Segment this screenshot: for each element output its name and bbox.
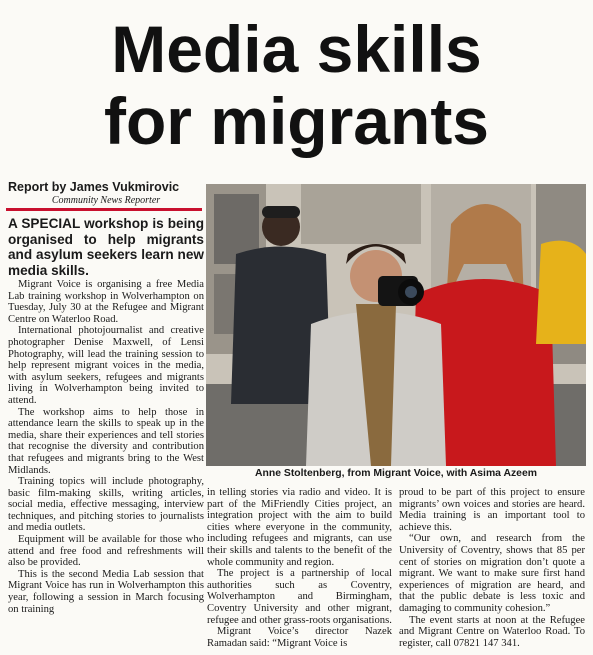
paragraph: The workshop aims to help those in attendance learn the skills to speak up in the media, share their experiences and tell stories that recognise the diversity and contribution that refugees and migrants bring to the West Midlands. [8, 406, 204, 476]
paragraph: Migrant Voice’s director Nazek Ramadan said: “Migrant Voice is [207, 626, 392, 649]
paragraph: International photojournalist and creative photographer Denise Maxwell, of Lensi Photography, will lead the training session to help represent migrant voices in the media, with asylum seekers, refugees and migrants living in Wolverhampton being invited to attend. [8, 325, 204, 406]
byline-author: Report by James Vukmirovic [8, 180, 180, 194]
photo-caption: Anne Stoltenberg, from Migrant Voice, with Asima Azeem [255, 468, 537, 479]
paragraph: in telling stories via radio and video. It is part of the MiFriendly Cities project, an integration project with the aim to build cities where everyone in the community, including refugees and migrants, can use their skills and talents to the benefit of the whole community and region. [207, 487, 392, 568]
paragraph: Training topics will include photography, basic film-making skills, writing articles, social media, effective messaging, interview techniques, and pitching stories to journalists and media outlets. [8, 476, 204, 534]
paragraph: proud to be part of this project to ensure migrants’ own voices and stories are heard. Media training is an important tool to achieve this. [399, 487, 585, 533]
paragraph: The event starts at noon at the Refugee and Migrant Centre on Waterloo Road. To register, call 07821 147 341. [399, 614, 585, 649]
article-column-2 [207, 487, 392, 649]
article-column-3 [399, 487, 585, 649]
headline-line-1: Media skills [111, 12, 482, 86]
article-photo [206, 184, 586, 466]
paragraph: This is the second Media Lab session that Migrant Voice has run in Wolverhampton this year, following a session in March focusing on training [8, 568, 204, 615]
paragraph: Equipment will be available for those who attend and free food and refreshments will also be provided. [8, 534, 204, 569]
photo-illustration [206, 184, 586, 466]
article-column-1 [8, 279, 204, 615]
article-lead: A SPECIAL workshop is being organised to help migrants and asylum seekers learn new media skills. [8, 216, 204, 278]
paragraph: Migrant Voice is organising a free Media Lab training workshop in Wolverhampton on Tuesday, July 30 at the Refugee and Migrant Centre on Waterloo Road. [8, 279, 204, 325]
byline-rule [6, 208, 202, 211]
headline-line-2: for migrants [103, 84, 490, 158]
paragraph: “Our own, and research from the University of Coventry, shows that 85 per cent of stories on migration don’t quote a migrant. We want to make sure first hand experiences of migration are heard, and that the public debate is less toxic and damaging to community cohesion.” [399, 533, 585, 614]
byline-role: Community News Reporter [51, 195, 161, 206]
paragraph: The project is a partnership of local authorities such as Coventry, Wolverhampton and Birmingham, Coventry University and other migrant, refugee and other grass-roots organisations. [207, 568, 392, 626]
